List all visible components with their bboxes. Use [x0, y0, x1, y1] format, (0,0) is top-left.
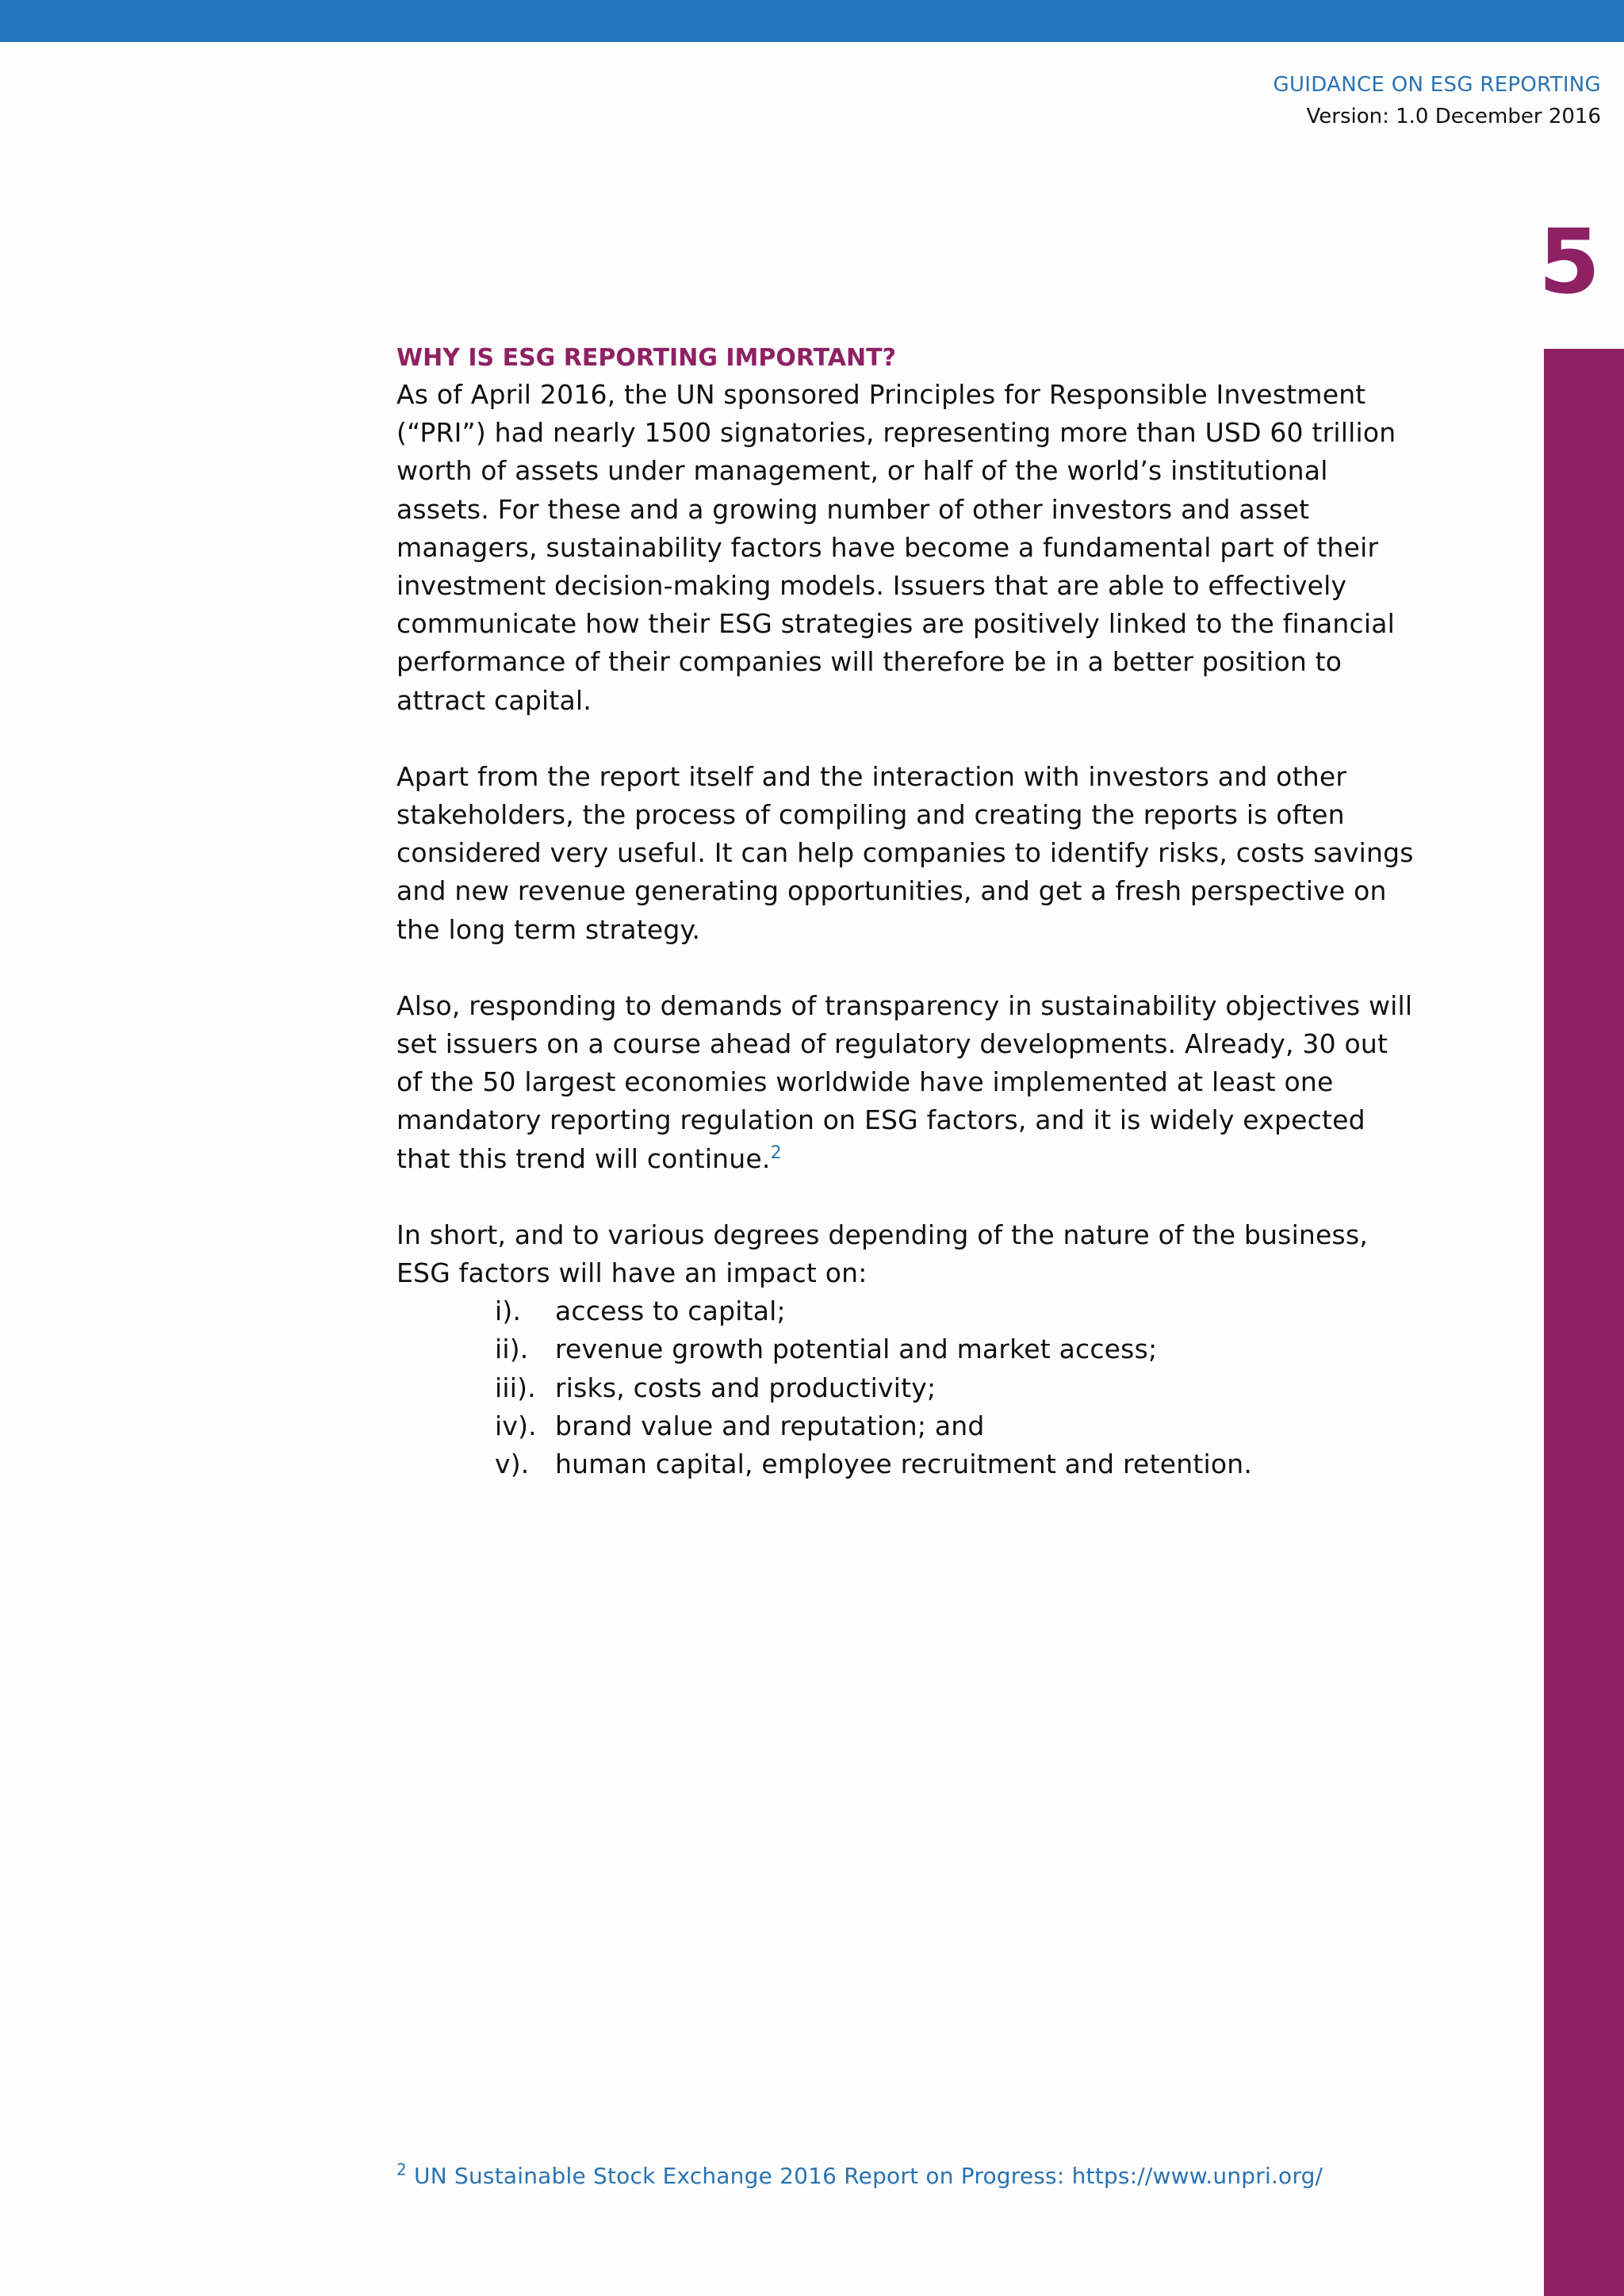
footnote: [396, 2160, 1323, 2189]
footnote-reference[interactable]: 2: [770, 1142, 782, 1163]
impact-list: [396, 1292, 1419, 1483]
list-marker: i).: [495, 1295, 522, 1327]
document-title: GUIDANCE ON ESG REPORTING: [1273, 73, 1601, 97]
paragraph-process: Apart from the report itself and the interaction with investors and other stakeholders, the process of compiling and creating the reports is often considered very useful. It can help companies to identify risks, costs savings and new revenue generating opportunities, and get a fresh perspective on the long term strategy.: [396, 760, 1414, 945]
footnote-number: 2: [396, 2160, 407, 2179]
paragraph-regulation-text: Also, responding to demands of transparency in sustainability objectives will set issuers on a course ahead of regulatory developments. Already, 30 out of the 50 largest economies worldwide have implemented at least one mandatory reporting regulation on ESG factors, and it is widely expected that this trend will continue.: [396, 989, 1413, 1174]
list-marker: ii).: [495, 1334, 529, 1365]
list-item-text: access to capital;: [555, 1295, 786, 1327]
list-item-text: brand value and reputation; and: [555, 1410, 985, 1441]
top-color-bar: [0, 0, 1624, 42]
list-item: [396, 1407, 1419, 1445]
list-marker: iv).: [495, 1410, 537, 1441]
list-item-text: revenue growth potential and market access;: [555, 1334, 1158, 1365]
list-item: [396, 1330, 1419, 1368]
list-item-text: risks, costs and productivity;: [555, 1372, 936, 1403]
list-item-text: human capital, employee recruitment and retention.: [555, 1448, 1253, 1480]
paragraph-impact-intro: In short, and to various degrees depending of the nature of the business, ESG factors will have an impact on:: [396, 1219, 1369, 1289]
paragraph-regulation: [396, 987, 1419, 1178]
list-item: [396, 1445, 1419, 1483]
paragraph-pri: As of April 2016, the UN sponsored Principles for Responsible Investment (“PRI”) had nearly 1500 signatories, representing more than USD 60 trillion worth of assets under management, or half of the world’s institutional assets. For these and a growing number of other investors and asset managers, sustainability factors have become a fundamental part of their investment decision-making models. Issuers that are able to effectively communicate how their ESG strategies are positively linked to the financial performance of their companies will therefore be in a better position to attract capital.: [396, 379, 1396, 716]
list-marker: v).: [495, 1448, 530, 1480]
list-marker: iii).: [495, 1372, 536, 1403]
document-version: Version: 1.0 December 2016: [1306, 105, 1601, 128]
section-heading: WHY IS ESG REPORTING IMPORTANT?: [396, 344, 896, 372]
page-number: 5: [1538, 211, 1600, 314]
side-accent-band: [1544, 349, 1624, 2296]
main-content: [396, 341, 1419, 1483]
footnote-link[interactable]: UN Sustainable Stock Exchange 2016 Report on Progress: https://www.unpri.org/: [414, 2163, 1323, 2189]
list-item: [396, 1369, 1419, 1407]
list-item: [396, 1292, 1419, 1330]
